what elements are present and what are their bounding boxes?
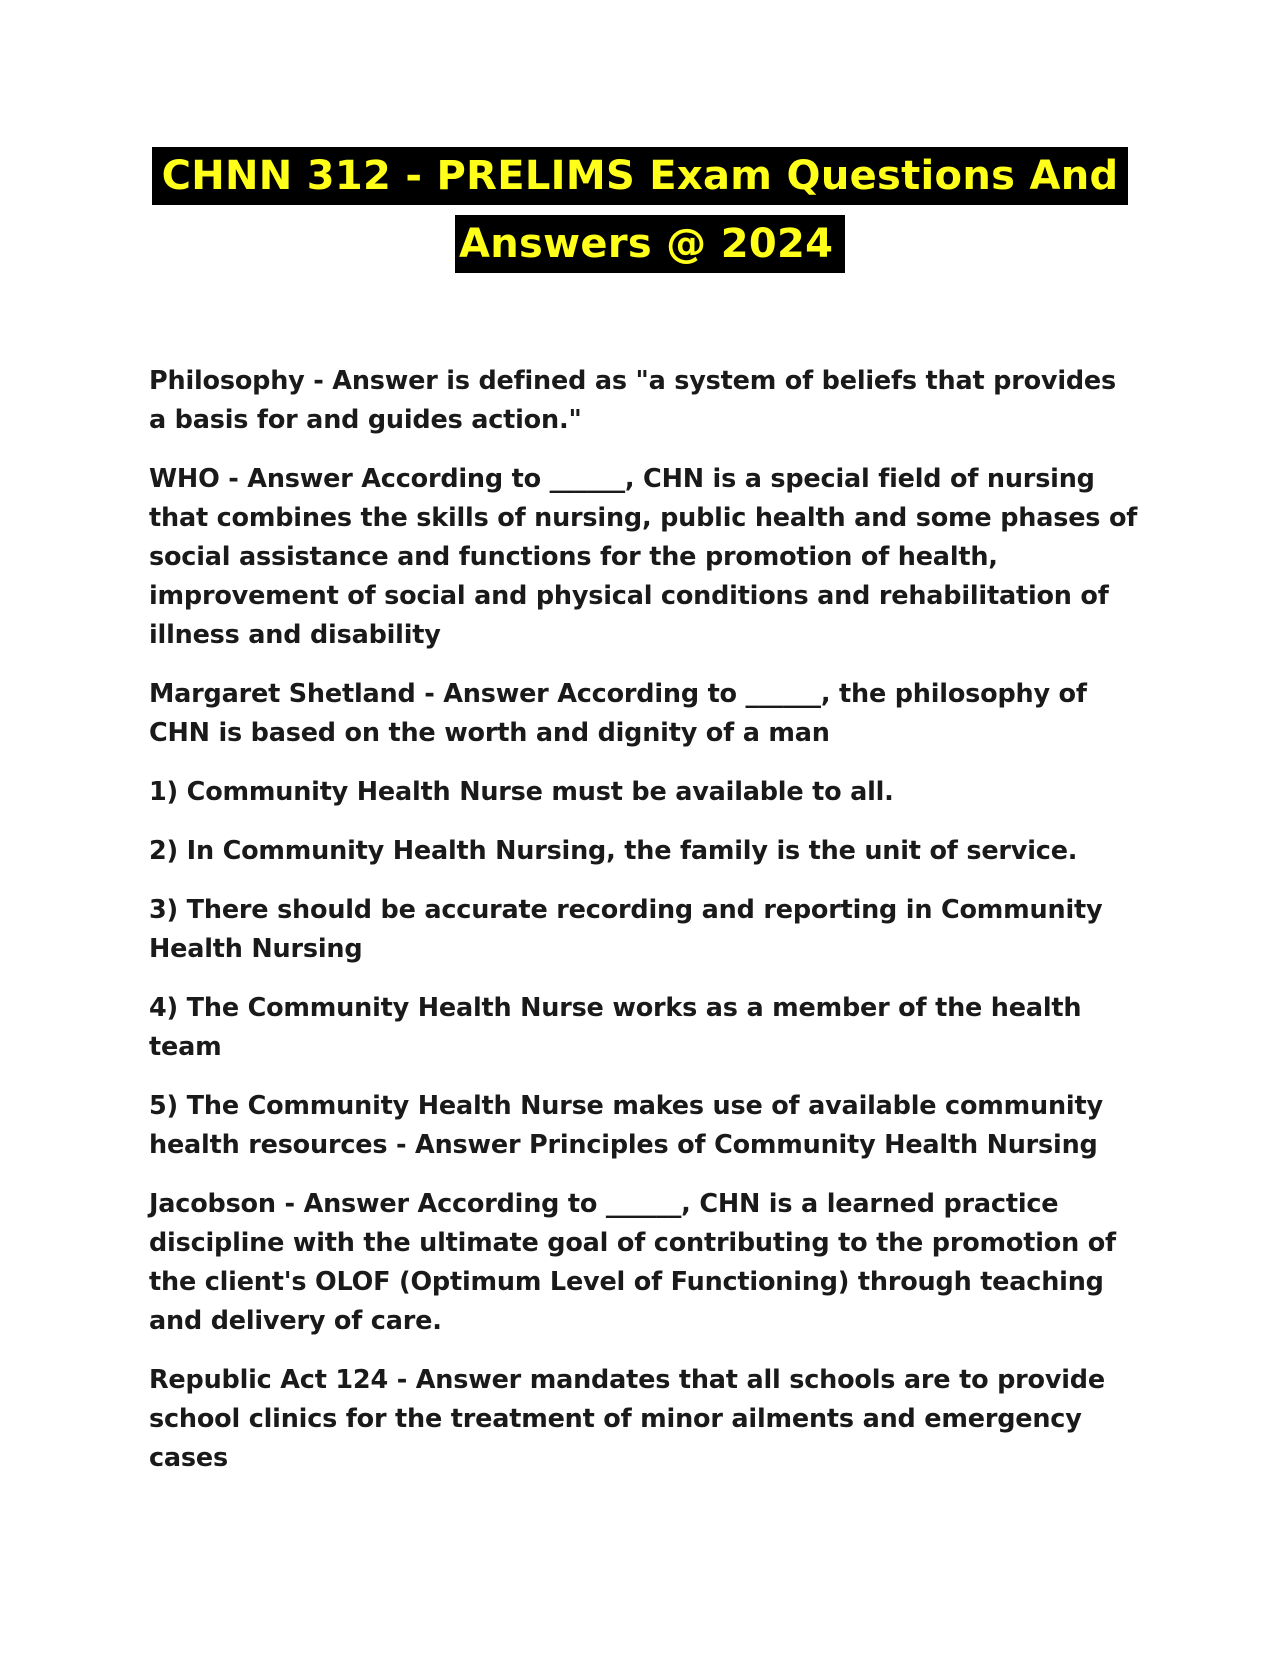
qa-entry-republic-act-124: Republic Act 124 - Answer mandates that all schools are to provide school clinics for the treatment of minor ailments and emergency cases (149, 1365, 1105, 1473)
qa-entry-who: WHO - Answer According to ______, CHN is a special field of nursing that combines the skills of nursing, public health and some phases of social assistance and functions for the promotion of health, improvement of social and physical conditions and rehabilitation of illness and disability (149, 464, 1138, 650)
principle-4: 4) The Community Health Nurse works as a member of the health team (149, 993, 1082, 1062)
qa-entry-margaret-shetland: Margaret Shetland - Answer According to ______, the philosophy of CHN is based on the worth and dignity of a man (149, 679, 1087, 748)
qa-list (149, 362, 1139, 1498)
principle-1: 1) Community Health Nurse must be available to all. (149, 777, 894, 807)
qa-entry-philosophy: Philosophy - Answer is defined as "a system of beliefs that provides a basis for and guides action." (149, 366, 1117, 435)
principle-2: 2) In Community Health Nursing, the family is the unit of service. (149, 836, 1078, 866)
title-line-2: Answers @ 2024 (455, 215, 845, 273)
qa-entry-jacobson: Jacobson - Answer According to ______, CHN is a learned practice discipline with the ultimate goal of contributing to the promotion of the client's OLOF (Optimum Level of Functioning) through teaching and delivery of care. (149, 1189, 1116, 1336)
principle-3: 3) There should be accurate recording and reporting in Community Health Nursing (149, 895, 1103, 964)
title-line-1: CHNN 312 - PRELIMS Exam Questions And (152, 147, 1128, 205)
principle-5: 5) The Community Health Nurse makes use of available community health resources - Answer Principles of Community Health Nursing (149, 1091, 1103, 1160)
